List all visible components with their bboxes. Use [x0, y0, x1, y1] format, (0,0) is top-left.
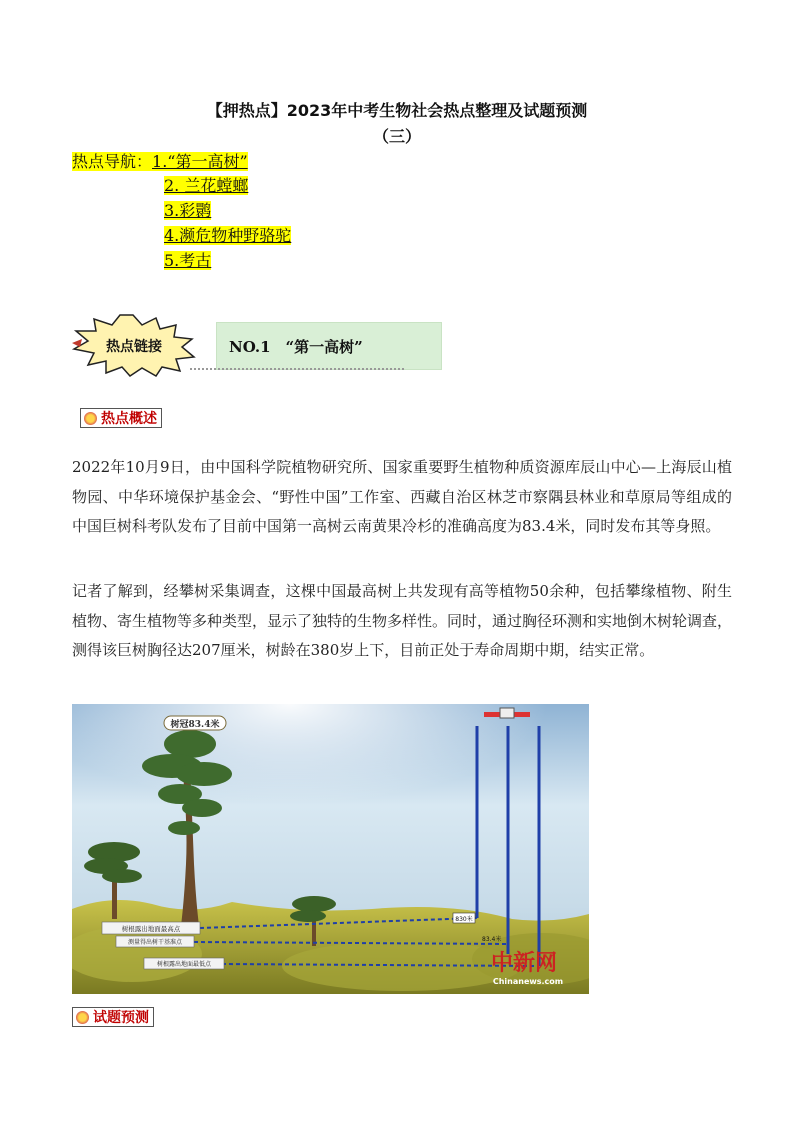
- base-low-label: 树根露出地面最低点: [156, 961, 212, 968]
- overview-tag-text: 热点概述: [101, 411, 157, 427]
- watermark-logo: 中新网: [490, 950, 558, 976]
- paragraph-2: 记者了解到，经攀树采集调查，这棵中国最高树上共发现有高等植物50余种，包括攀缘植物、附生植物、寄生植物等多种类型，显示了独特的生物多样性。同时，通过胸径环测和实地倒木树轮调查，测得该巨树胸径达207厘米，树龄在380岁上下，目前正处于寿命周期中期，结实正常。: [72, 582, 733, 659]
- overview-tag: [80, 408, 162, 428]
- base-mid-label: 测量得出树干基准点: [127, 939, 183, 946]
- hot-link-badge: [70, 313, 196, 377]
- prediction-tag: [72, 1007, 154, 1027]
- hot-link-badge-text: 热点链接: [106, 339, 162, 355]
- badge-icon: [76, 1011, 89, 1024]
- nav-item-1[interactable]: 1.“第一高树”: [152, 152, 248, 171]
- banner-divider: [190, 368, 404, 370]
- watermark-url: Chinanews.com: [492, 977, 564, 986]
- nav-item-4[interactable]: 4.濒危物种野骆驼: [164, 226, 292, 245]
- nav-item-5-wrap: [164, 251, 211, 271]
- paragraph-1: 2022年10月9日，由中国科学院植物研究所、国家重要野生植物种质资源库辰山中心—上海辰山植物园、中华环境保护基金会、“野性中国”工作室、西藏自治区林芝市察隅县林业和草原局等组成的中国巨树科考队发布了目前中国第一高树云南黄果冷杉的准确高度为83.4米，同时发布其等身照。: [72, 458, 732, 535]
- nav-item-5[interactable]: 5.考古: [164, 251, 212, 270]
- nav-label-text: 热点导航：: [72, 152, 153, 171]
- tallest-tree-figure: [72, 704, 589, 994]
- doc-title-line2: （三）: [372, 127, 421, 146]
- doc-title-line1: 【押热点】2023年中考生物社会热点整理及试题预测: [206, 101, 588, 120]
- nav-item-4-wrap: [164, 226, 291, 246]
- nav-item-3[interactable]: 3.彩鹮: [164, 201, 212, 220]
- nav-item-3-wrap: [164, 201, 211, 221]
- section-title-banner: NO.1 “第一高树”: [216, 322, 442, 370]
- base-high-label: 树根露出地面最高点: [121, 925, 181, 933]
- measure-label: 830米: [455, 916, 473, 923]
- prediction-tag-text: 试题预测: [93, 1010, 149, 1026]
- hot-nav-label: [72, 152, 248, 172]
- badge-icon: [84, 412, 97, 425]
- crown-label: 树冠83.4米: [170, 720, 220, 730]
- nav-item-2[interactable]: 2. 兰花螳螂: [164, 176, 249, 195]
- measure-label-2: 83.4米: [482, 936, 502, 943]
- nav-item-2-wrap: [164, 176, 248, 196]
